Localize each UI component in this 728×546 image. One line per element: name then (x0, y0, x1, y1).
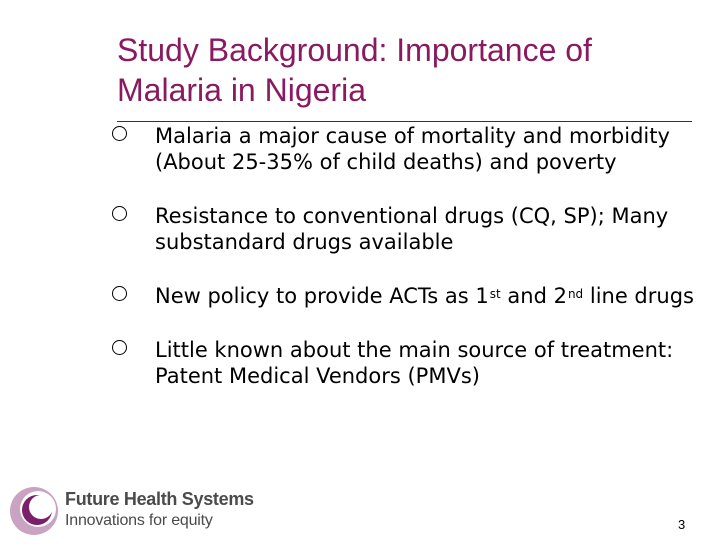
bullet-item (112, 337, 712, 389)
page-number: 3 (678, 517, 686, 532)
brand-tagline: Innovations for equity (65, 512, 213, 529)
bullet-text: New policy to provide ACTs as 1st and 2nd line drugs (155, 284, 694, 308)
bullet-text: Malaria a major cause of mortality and morbidity (About 25-35% of child deaths) and poverty (155, 124, 670, 174)
circle-bullet-icon (112, 286, 127, 301)
bullet-item (112, 203, 712, 255)
bullet-list (112, 123, 712, 389)
bullet-item (112, 283, 712, 309)
slide-title: Study Background: Importance of Malaria in Nigeria (117, 32, 592, 108)
bullet-text: Resistance to conventional drugs (CQ, SP); Many substandard drugs available (155, 204, 669, 254)
circle-bullet-icon (112, 340, 127, 355)
future-health-systems-logo (8, 485, 258, 535)
circle-bullet-icon (112, 206, 127, 221)
circle-bullet-icon (112, 126, 127, 141)
brand-name: Future Health Systems (65, 489, 254, 509)
title-divider (117, 121, 692, 122)
bullet-item (112, 123, 712, 175)
bullet-text: Little known about the main source of treatment: Patent Medical Vendors (PMVs) (155, 338, 674, 388)
crescent-logo-icon (8, 485, 60, 537)
